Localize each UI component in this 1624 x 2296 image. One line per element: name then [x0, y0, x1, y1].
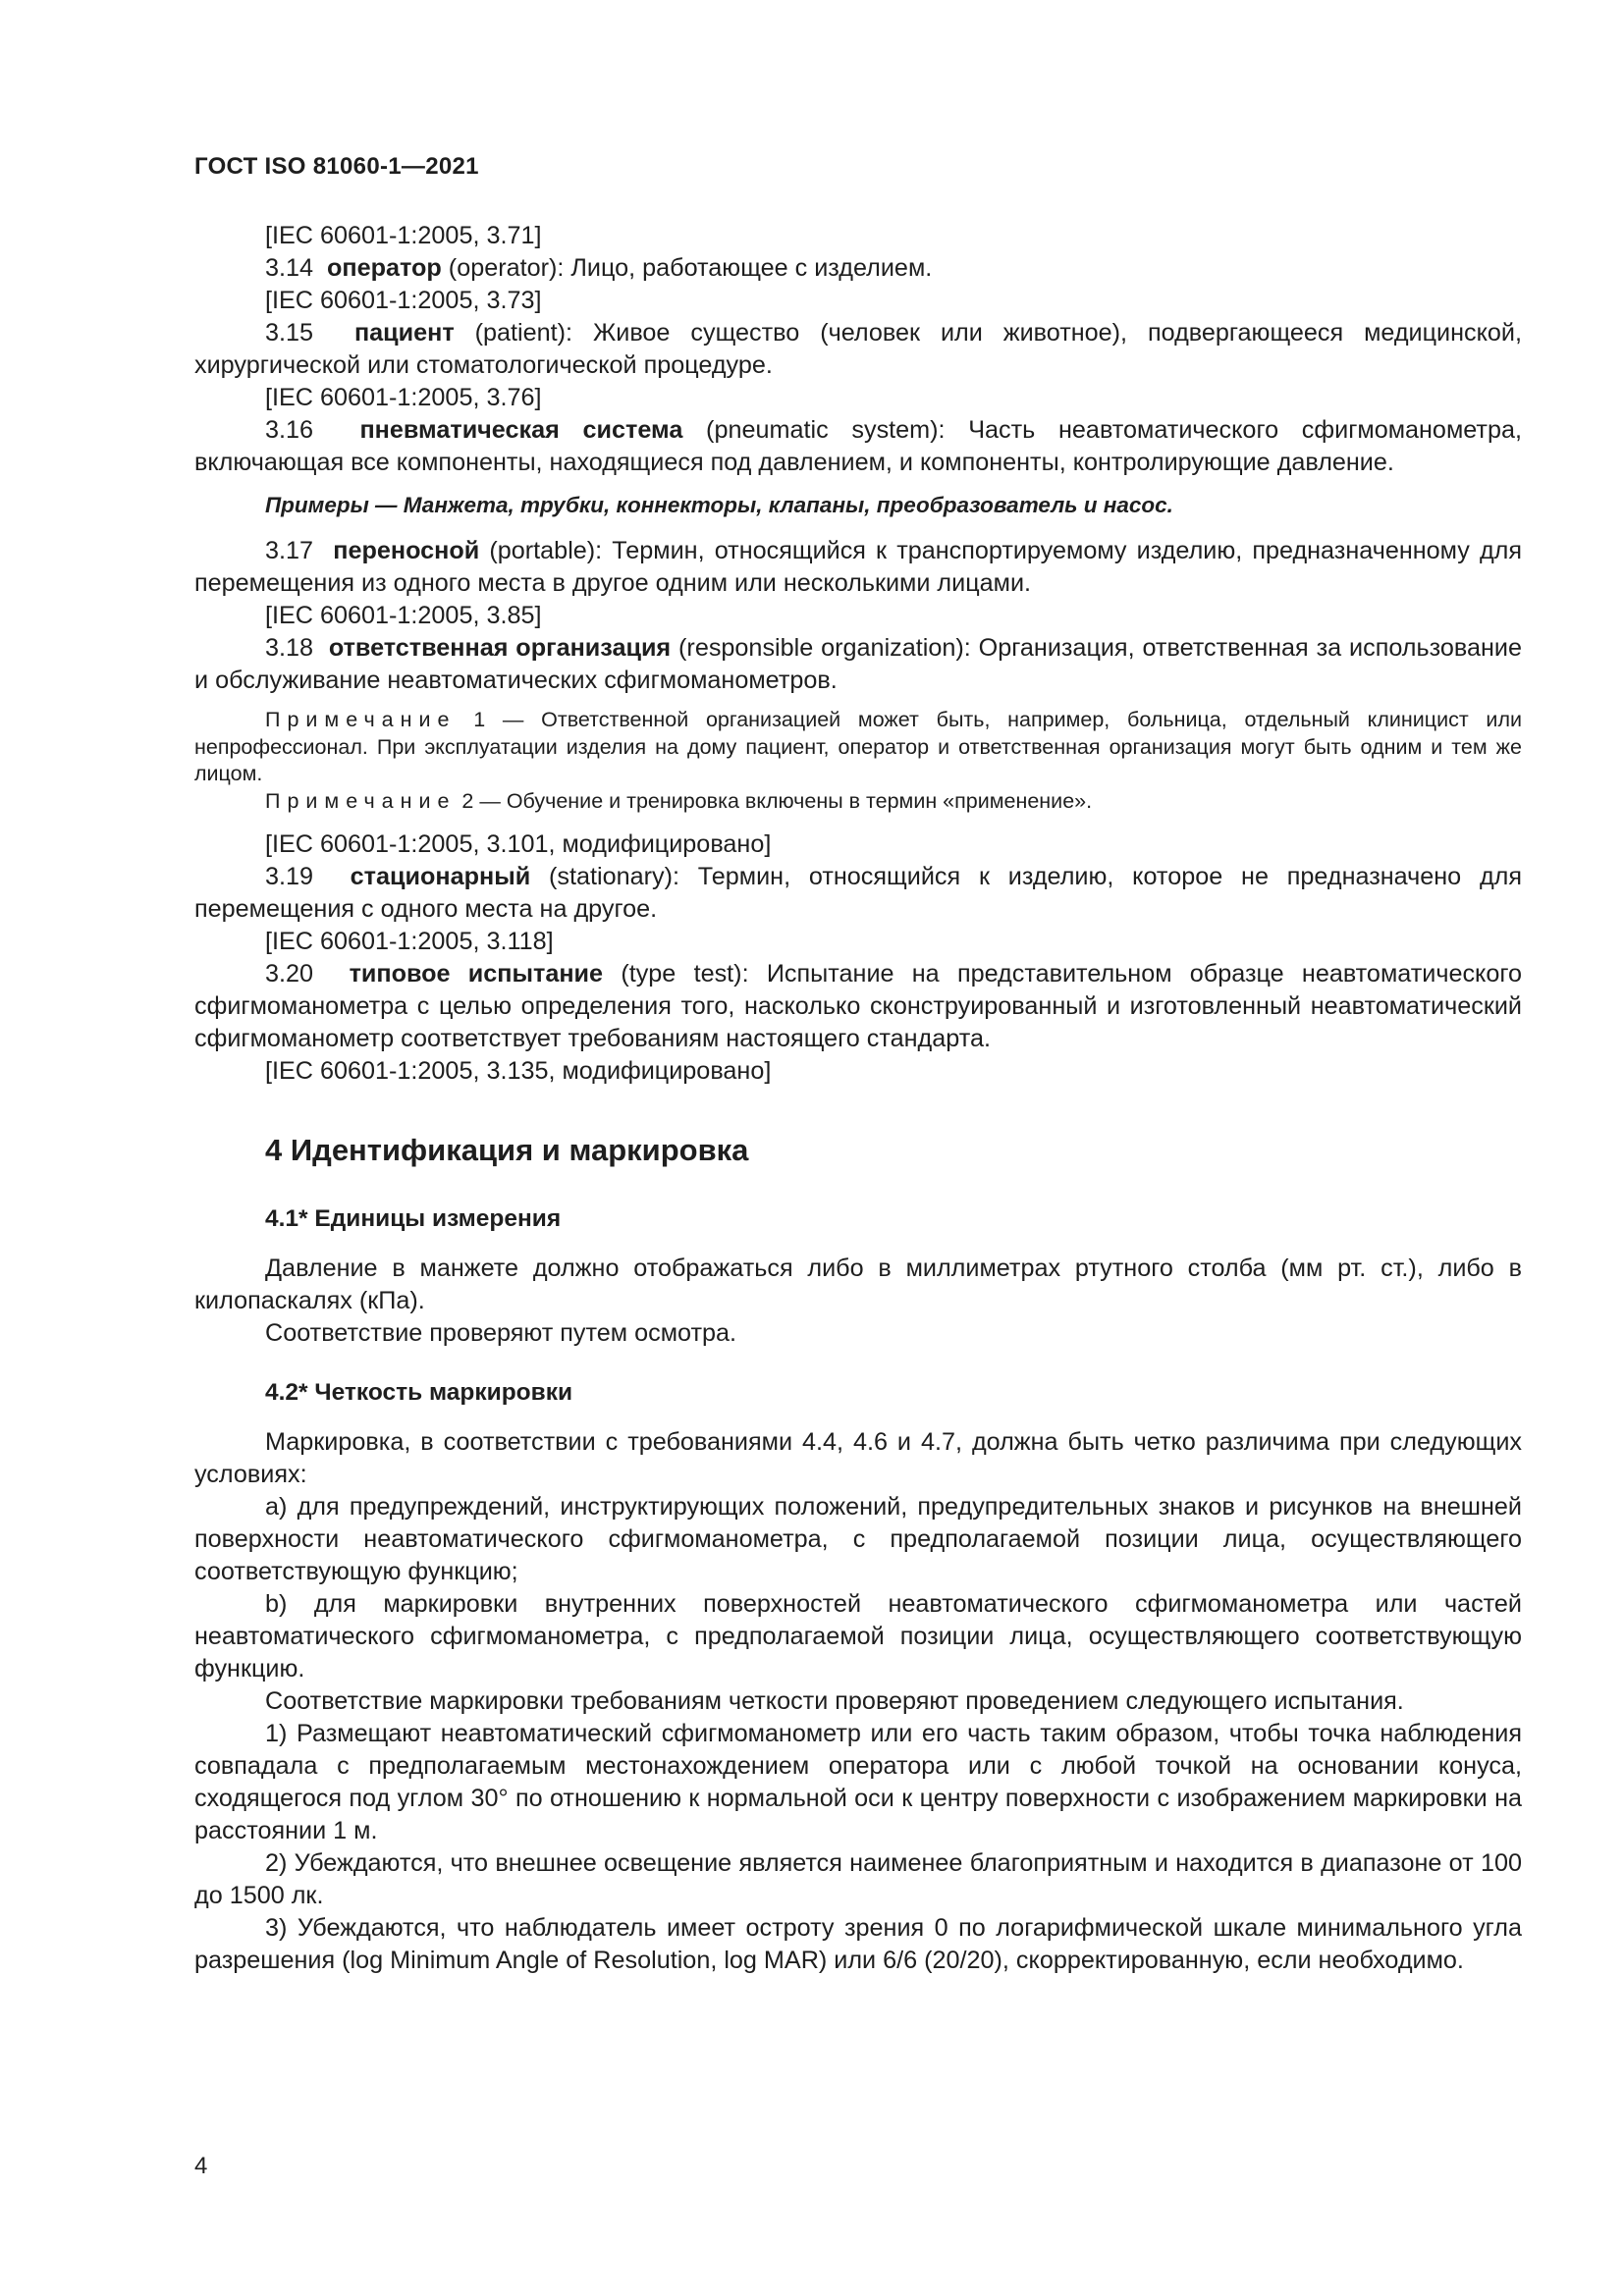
section-4-heading: 4 Идентификация и маркировка	[265, 1133, 749, 1167]
test-step-3: 3) Убеждаются, что наблюдатель имеет остроту зрения 0 по логарифмической шкале минимального угла разрешения (log Minimum Angle of Resolution, log MAR) или 6/6 (20/20), скорректированную, если необходимо.	[194, 1914, 1522, 1974]
reference-3-14: [IEC 60601-1:2005, 3.73]	[265, 287, 542, 314]
test-step-1: 1) Размещают неавтоматический сфигмоманометр или его часть таким образом, чтобы точка наблюдения совпадала с предполагаемым местонахождением оператора или с любой точкой на основании конуса, сходящегося под углом 30° по отношению к нормальной оси к центру поверхности с изображением маркировки на расстоянии 1 м.	[194, 1720, 1522, 1844]
term-name: оператор	[327, 254, 442, 282]
note-label: Примечание	[265, 788, 457, 813]
term-definition: (stationary): Термин, относящийся к изделию, которое не предназначено для перемещения с одного места на другое.	[194, 863, 1523, 923]
term-name: пациент	[353, 319, 455, 347]
term-name: ответственная организация	[328, 634, 672, 662]
term-3-19	[194, 861, 1522, 926]
reference-3-18: [IEC 60601-1:2005, 3.101, модифицировано]	[265, 830, 772, 858]
term-definition: (patient): Живое существо (человек или животное), подвергающееся медицинской, хирургической или стоматологической процедуре.	[194, 319, 1522, 379]
term-name: переносной	[333, 537, 480, 564]
note-text: 1 — Ответственной организацией может быть, например, больница, отдельный клиницист или непрофессионал. При эксплуатации изделия на дому пациент, оператор и ответственная организация могут быть одним и тем же лицом.	[194, 708, 1522, 785]
term-name: типовое испытание	[349, 960, 604, 988]
section-4-2-paragraph: Маркировка, в соответствии с требованиями 4.4, 4.6 и 4.7, должна быть четко различима при следующих условиях:	[194, 1428, 1522, 1488]
term-3-18	[194, 632, 1522, 697]
term-3-15	[194, 317, 1522, 382]
section-4-2-compliance: Соответствие маркировки требованиям четкости проверяют проведением следующего испытания.	[265, 1687, 1404, 1715]
page-number: 4	[194, 2153, 208, 2179]
note-text: 2 — Обучение и тренировка включены в термин «применение».	[456, 788, 1093, 813]
term-number: 3.20	[265, 960, 314, 988]
reference-3-19: [IEC 60601-1:2005, 3.118]	[265, 928, 554, 955]
term-number: 3.18	[265, 634, 314, 662]
document-header: ГОСТ ISO 81060-1—2021	[194, 153, 479, 180]
term-3-14	[194, 252, 1522, 285]
term-number: 3.14	[265, 254, 314, 282]
reference-3-17: [IEC 60601-1:2005, 3.85]	[265, 602, 542, 629]
term-number: 3.17	[265, 537, 314, 564]
note-2	[194, 788, 1522, 816]
section-4-1-compliance: Соответствие проверяют путем осмотра.	[265, 1319, 737, 1347]
reference-3-13: [IEC 60601-1:2005, 3.71]	[265, 222, 542, 249]
term-number: 3.15	[265, 319, 314, 347]
list-item-b: b) для маркировки внутренних поверхностей неавтоматического сфигмоманометра или частей неавтоматического сфигмоманометра, с предполагаемой позиции лица, осуществляющего соответствующую функцию.	[194, 1590, 1522, 1682]
term-number: 3.16	[265, 416, 314, 444]
term-number: 3.19	[265, 863, 314, 890]
term-definition: (pneumatic system): Часть неавтоматического сфигмоманометра, включающая все компоненты, находящиеся под давлением, и компоненты, контролирующие давление.	[194, 416, 1522, 476]
term-definition: (responsible organization): Организация, ответственная за использование и обслуживание неавтоматических сфигмоманометров.	[194, 634, 1522, 694]
example-3-16: Примеры — Манжета, трубки, коннекторы, клапаны, преобразователь и насос.	[265, 493, 1173, 517]
section-4-1-paragraph: Давление в манжете должно отображаться либо в миллиметрах ртутного столба (мм рт. ст.), либо в килопаскалях (кПа).	[194, 1255, 1522, 1314]
document-body	[194, 220, 1522, 1977]
term-3-17	[194, 535, 1522, 600]
term-definition: (operator): Лицо, работающее с изделием.	[441, 254, 933, 282]
term-name: пневматическая система	[359, 416, 683, 444]
note-label: Примечание	[265, 708, 457, 731]
section-4-2-heading: 4.2* Четкость маркировки	[265, 1379, 573, 1406]
term-3-20	[194, 958, 1522, 1055]
note-1	[194, 707, 1522, 788]
test-step-2: 2) Убеждаются, что внешнее освещение является наименее благоприятным и находится в диапазоне от 100 до 1500 лк.	[194, 1849, 1522, 1909]
term-3-16	[194, 414, 1522, 479]
reference-3-20: [IEC 60601-1:2005, 3.135, модифицировано]	[265, 1057, 772, 1085]
term-definition: (portable): Термин, относящийся к транспортируемому изделию, предназначенному для перемещения из одного места в другое одним или несколькими лицами.	[194, 537, 1522, 597]
list-item-a: a) для предупреждений, инструктирующих положений, предупредительных знаков и рисунков на внешней поверхности неавтоматического сфигмоманометра, с предполагаемой позиции лица, осуществляющего соответствующую функцию;	[194, 1493, 1522, 1585]
term-definition: (type test): Испытание на представительном образце неавтоматического сфигмоманометра с целью определения того, насколько сконструированный и изготовленный неавтоматический сфигмоманометр соответствует требованиям настоящего стандарта.	[194, 960, 1522, 1052]
term-name: стационарный	[350, 863, 531, 890]
reference-3-15: [IEC 60601-1:2005, 3.76]	[265, 384, 542, 411]
section-4-1-heading: 4.1* Единицы измерения	[265, 1205, 562, 1232]
